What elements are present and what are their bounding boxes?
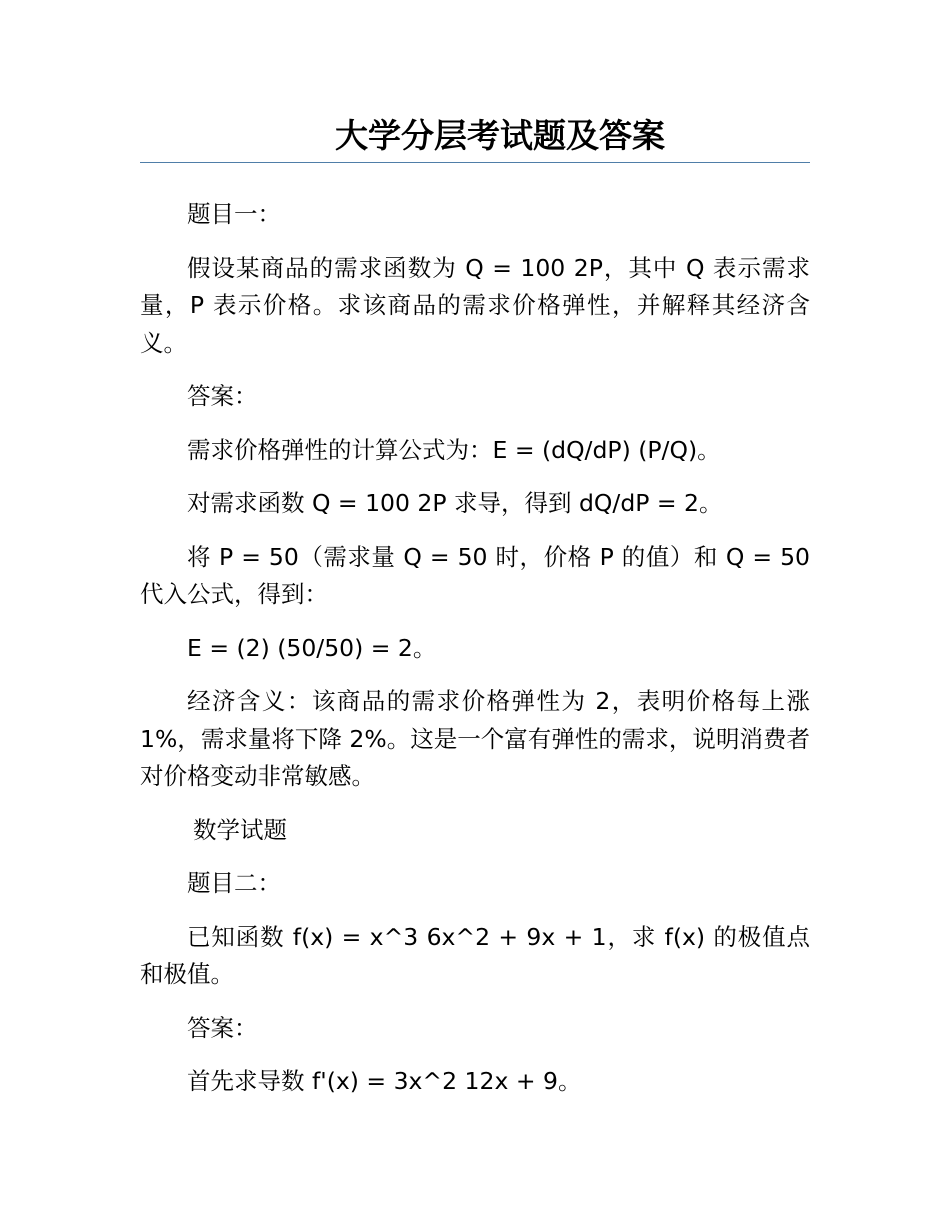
answer-1-substitution: 将 P = 50（需求量 Q = 50 时，价格 P 的值）和 Q = 50 代入公式，得到： [140, 542, 810, 608]
section-heading-math: 数学试题 [193, 815, 287, 844]
answer-1-heading: 答案： [187, 382, 258, 410]
question-1-heading: 题目一： [187, 200, 281, 228]
question-2-heading: 题目二： [187, 869, 281, 897]
answer-1-meaning: 经济含义：该商品的需求价格弹性为 2，表明价格每上涨 1%，需求量将下降 2%。这是一个富有弹性的需求，说明消费者对价格变动非常敏感。 [140, 687, 810, 790]
answer-1-formula: 需求价格弹性的计算公式为：E = (dQ/dP) (P/Q)。 [187, 435, 721, 464]
answer-1-result: E = (2) (50/50) = 2。 [187, 633, 437, 662]
document-title: 大学分层考试题及答案 [335, 116, 665, 155]
document-body [140, 196, 810, 1101]
answer-2-heading: 答案： [187, 1013, 258, 1042]
question-2-text: 已知函数 f(x) = x^3 6x^2 + 9x + 1，求 f(x) 的极值点和极值。 [140, 922, 810, 988]
question-1-text: 假设某商品的需求函数为 Q = 100 2P，其中 Q 表示需求量，P 表示价格。求该商品的需求价格弹性，并解释其经济含义。 [140, 253, 810, 357]
title-underline [140, 162, 810, 163]
answer-1-derivative: 对需求函数 Q = 100 2P 求导，得到 dQ/dP = 2。 [187, 489, 723, 517]
document-page [140, 0, 810, 1117]
answer-2-derivative: 首先求导数 f'(x) = 3x^2 12x + 9。 [187, 1067, 582, 1095]
